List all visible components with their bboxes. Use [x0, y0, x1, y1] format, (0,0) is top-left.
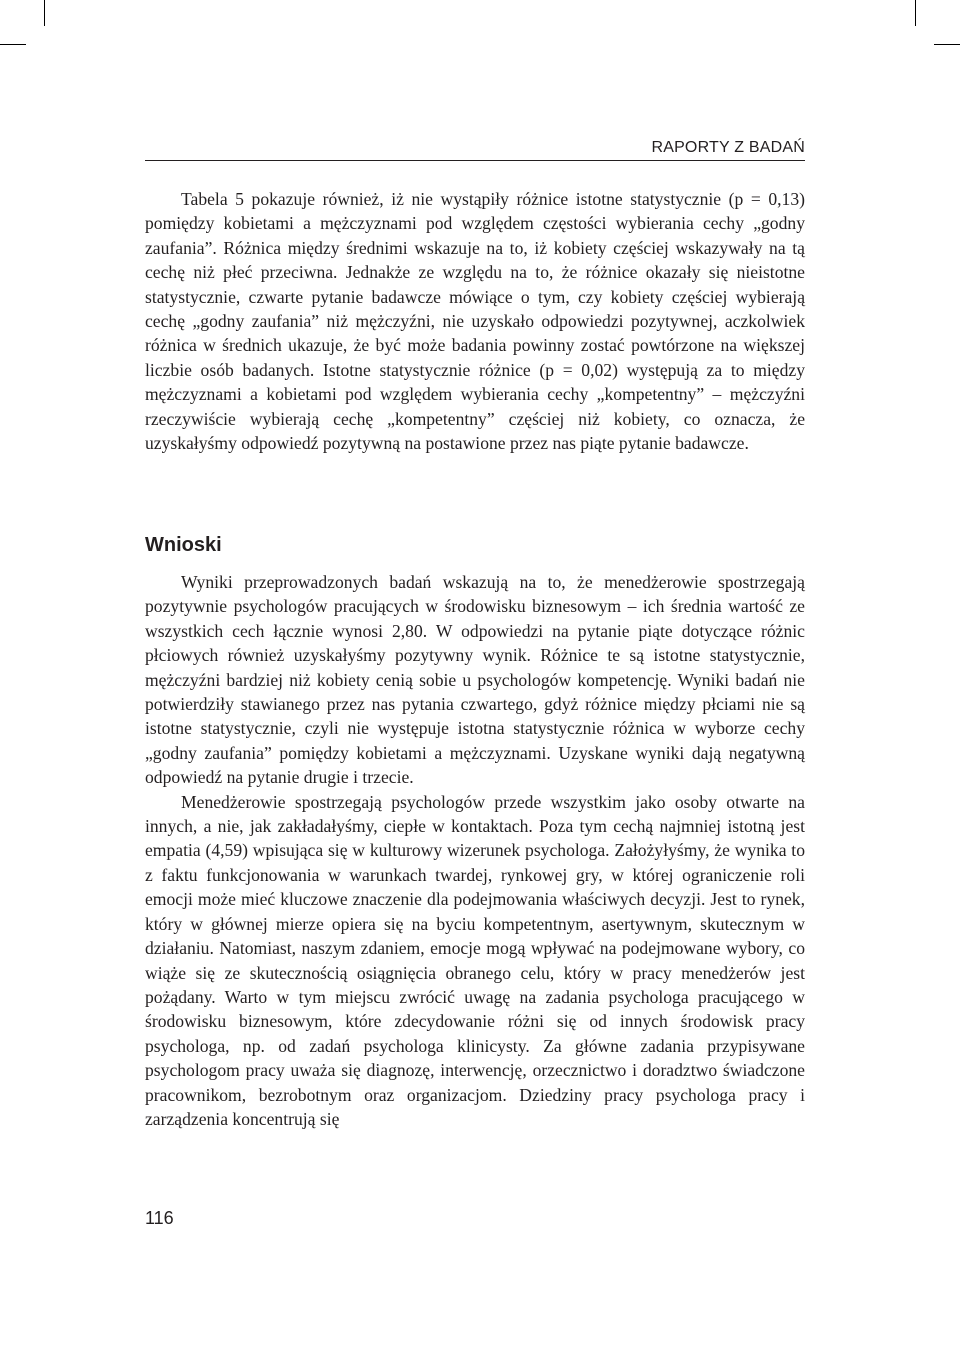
conclusions-text: [145, 570, 805, 1131]
results-paragraph: Tabela 5 pokazuje również, iż nie wystąpiły różnice istotne statystycznie (p = 0,13) pomiędzy kobietami a mężczyznami pod względem częstości wybierania cechy „godny zaufania”. Różnica między średnimi wskazuje na to, iż kobiety częściej wskazywały na tą cechę niż płeć przeciwna. Jednakże ze względu na to, że różnice okazały się nieistotne statystycznie, czwarte pytanie badawcze mówiące o tym, czy kobiety częściej wybierają cechę „godny zaufania” niż mężczyźni, nie uzyskało odpowiedzi pozytywnej, aczkolwiek różnica w średnich ukazuje, że być może badania powinny zostać powtórzone na większej liczbie osób badanych. Istotne statystycznie różnice (p = 0,02) występują za to między mężczyznami a kobietami pod względem wybierania cechy „kompetentny” – mężczyźni rzeczywiście wybierają cechę „kompetentny” częściej niż kobiety, co oznacza, że uzyskałyśmy odpowiedź pozytywną na postawione przez nas piąte pytanie badawcze.: [145, 189, 805, 454]
conclusions-paragraph-2: Menedżerowie spostrzegają psychologów przede wszystkim jako osoby otwarte na innych, a nie, jak zakładałyśmy, ciepłe w kontaktach. Poza tym cechą najmniej istotną jest empatia (4,59) wpisująca się w kulturowy wizerunek psychologa. Założyłyśmy, że wynika to z faktu funkcjonowania w warunkach twardej, rynkowej gry, w której ograniczenie roli emocji może mieć kluczowe znaczenie dla podejmowania właściwych decyzji. Jest to rynek, który w głównej mierze opiera się na byciu kompetentnym, asertywnym, skutecznym w działaniu. Natomiast, naszym zdaniem, emocje mogą wpływać na podejmowane wybory, co wiąże się ze skutecznością osiągnięcia obranego celu, który w pracy menedżerów jest pożądany. Warto w tym miejscu zwrócić uwagę na zadania psychologa pracującego w środowisku biznesowym, które zdecydowanie różni się od innych środowisk pracy psychologa, np. od zadań psychologa klinicysty. Za główne zadania przypisywane psychologom pracy uważa się diagnozę, interwencję, orzecznictwo i doradztwo świadczone pracownikom, bezrobotnym oraz organizacjom. Dziedziny pracy psychologa pracy i zarządzenia koncentrują się: [145, 791, 805, 1129]
running-head: RAPORTY Z BADAŃ: [651, 139, 805, 156]
crop-mark-top-right-h: [934, 44, 960, 45]
section-heading-wnioski: Wnioski: [145, 534, 222, 556]
crop-mark-top-right-v: [915, 0, 916, 26]
header-rule: [145, 160, 805, 161]
conclusions-paragraph-1: Wyniki przeprowadzonych badań wskazują na to, że menedżerowie spostrzegają pozytywnie psychologów pracujących w środowisku biznesowym – ich średnia wartość ze wszystkich cech łącznie wynosi 2,80. W odpowiedzi na pytanie piąte dotyczące różnic płciowych również uzyskałyśmy pozytywny wynik. Różnice te są istotne statystycznie, mężczyźni bardziej niż kobiety cenią sobie u psychologów kompetencję. Wyniki badań nie potwierdziły stawianego przez nas pytania czwartego, gdyż różnice między płciami nie są istotne statystycznie, czyli nie występuje istotna statystycznie różnica w wyborze cechy „godny zaufania” pomiędzy kobietami a mężczyznami. Uzyskane wyniki dają negatywną odpowiedź na pytanie drugie i trzecie.: [145, 572, 805, 788]
crop-mark-top-left-v: [44, 0, 45, 26]
crop-mark-top-left-h: [0, 44, 26, 45]
page-number: 116: [145, 1208, 174, 1228]
results-text: [145, 187, 805, 455]
